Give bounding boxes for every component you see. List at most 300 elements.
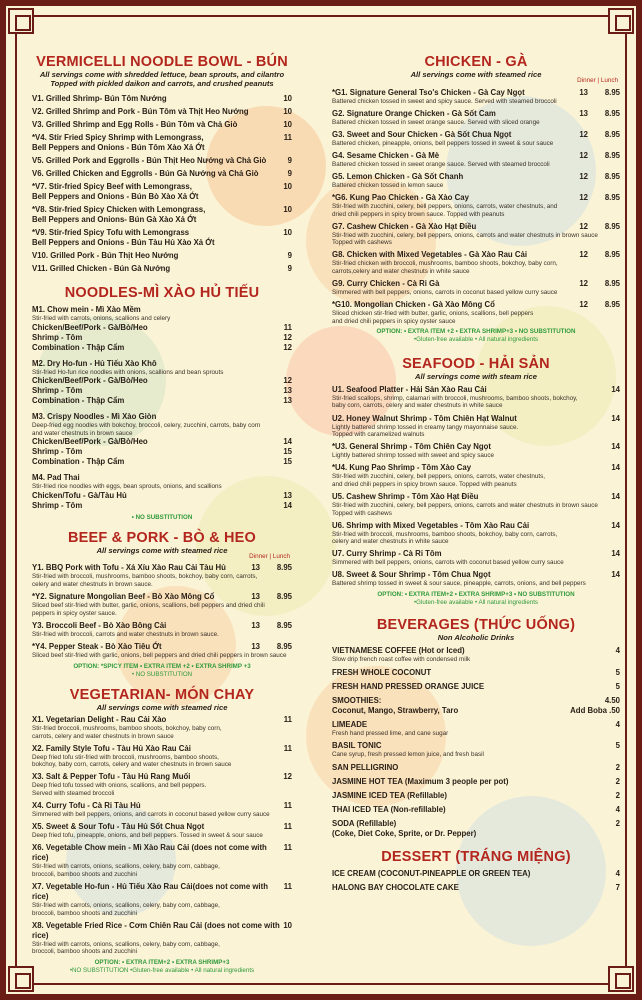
menu-item-name: V11. Grilled Chicken - Bún Gà Nướng <box>32 264 171 273</box>
menu-item-name: V6. Grilled Chicken and Eggrolls - Bún Gà Nướng và Chả Giò <box>32 169 259 178</box>
chicken-options: OPTION: • EXTRA ITEM +2 • EXTRA SHRIMP+3 • NO SUBSTITUTION <box>376 328 576 336</box>
menu-item-name: V1. Grilled Shrimp- Bún Tôm Nướng <box>32 94 167 103</box>
price-dinner: 11 <box>283 743 292 753</box>
beverage-item <box>332 829 620 839</box>
price-dinner: 12 <box>283 772 292 782</box>
menu-item-name: U7. Curry Shrimp - Cà Ri Tôm <box>332 549 442 559</box>
menu-item-price <box>616 805 620 815</box>
menu-item-name: Shrimp - Tôm <box>32 500 83 510</box>
price-dinner: 14 <box>283 500 292 510</box>
price-lunch: 8.95 <box>604 108 620 118</box>
menu-item <box>332 279 620 297</box>
menu-item-row <box>332 668 620 678</box>
menu-item-row <box>32 251 292 261</box>
price-dinner: 14 <box>611 491 620 501</box>
menu-item-description: Deep fried tofu stir-fried with broccoli, mushrooms, bamboo shoots, bokchoy, baby corn, carrots, celery and water chestnuts in brown sauce <box>32 753 232 769</box>
price-dinner: 13 <box>579 108 588 118</box>
price-dinner: 9 <box>287 264 292 273</box>
price-dinner: 4 <box>615 719 620 729</box>
menu-item-description: Sliced beef stir-fried with butter, garlic, onions, scallions, bell peppers and dried chili peppers in spicy oyster sauce. <box>32 602 265 617</box>
menu-item-name: X4. Curry Tofu - Cà Ri Tàu Hủ <box>32 801 141 811</box>
menu-item <box>32 744 292 769</box>
menu-item-row <box>32 457 292 467</box>
menu-item-description: Stir-fried with zucchini, celery, bell peppers, onions, carrots and water chestnuts in brown sauce Topped with cashews <box>332 501 598 517</box>
menu-item-price <box>566 88 620 98</box>
menu-item-price <box>288 251 292 261</box>
menu-item-name: THAI ICED TEA (Non-refillable) <box>332 804 446 814</box>
menu-item-description: Stir-fried rice noodles with eggs, bean sprouts, onions, and scallions <box>32 483 222 491</box>
menu-item <box>32 843 292 878</box>
seafood-options: OPTION: • EXTRA ITEM+2 • EXTRA SHRIMP+3 • NO SUBSTITUTION <box>377 591 575 599</box>
menu-item <box>332 222 620 247</box>
section-title-vermicelli: VERMICELLI NOODLE BOWL - BÚN <box>36 54 288 70</box>
section-subtitle: Topped with pickled daikon and carrots, and crushed peanuts <box>50 79 274 88</box>
menu-item-name: SMOOTHIES: <box>332 695 382 705</box>
price-dinner: 12 <box>579 250 588 260</box>
menu-item-row <box>332 883 620 893</box>
menu-item-name: (Coke, Diet Coke, Sprite, or Dr. Pepper) <box>332 828 477 838</box>
menu-item-name: G5. Lemon Chicken - Gà Sốt Chanh <box>332 171 464 181</box>
menu-item-name: V2. Grilled Shrimp and Pork - Bún Tôm và Thịt Heo Nướng <box>32 107 249 116</box>
price-dinner: 5 <box>615 681 620 691</box>
dinner-lunch-header: Dinner | Lunch <box>249 552 290 560</box>
menu-item-name: *U4. Kung Pao Shrimp - Tôm Xào Cay <box>332 463 472 473</box>
beverage-item <box>332 805 620 815</box>
menu-item-row <box>332 463 620 473</box>
menu-item-name: U1. Seafood Platter - Hải Sản Xào Rau Cải <box>332 384 487 394</box>
price-dinner: 13 <box>251 641 260 651</box>
menu-item <box>332 442 620 460</box>
menu-item-row <box>332 570 620 580</box>
menu-item-name: X7. Vegetable Ho-fun - Hủ Tiếu Xào Rau Cải(does not come with rice) <box>32 881 268 901</box>
price-dinner: 13 <box>251 563 260 573</box>
beverage-item <box>332 646 620 664</box>
menu-item-price <box>570 706 620 716</box>
menu-item-price <box>616 720 620 730</box>
menu-item-row <box>32 343 292 353</box>
menu-item-price <box>284 744 292 754</box>
menu-item-row <box>32 491 292 501</box>
menu-item-price <box>288 169 292 179</box>
menu-item-name: FRESH WHOLE COCONUT <box>332 667 432 677</box>
menu-item-price <box>611 570 620 580</box>
chicken-list <box>332 88 620 326</box>
menu-item-name: Shrimp - Tôm <box>32 386 83 396</box>
menu-item-row <box>32 133 292 153</box>
menu-item <box>32 801 292 819</box>
price-dinner: 14 <box>283 437 292 447</box>
beverage-item <box>332 791 620 801</box>
price-dinner: 5 <box>615 667 620 677</box>
menu-item-name: *Y4. Pepper Steak - Bò Xào Tiêu Ớt <box>32 641 162 651</box>
menu-item-row <box>32 205 292 225</box>
section-title-dessert: DESSERT (TRÁNG MIỆNG) <box>381 848 571 865</box>
menu-item-description: Battered chicken, pineapple, onions, bell peppers tossed in sweet & sour sauce <box>332 139 554 147</box>
menu-item-row <box>332 777 620 787</box>
noodle-group <box>32 473 292 511</box>
price-dinner: 14 <box>611 463 620 473</box>
menu-item-name: *V7. Stir-fried Spicy Beef with Lemongrass, Bell Peppers and Onions - Bún Bò Xào Xả Ớt <box>32 182 199 201</box>
menu-item-name: Chicken/Beef/Pork - Gà/Bò/Heo <box>32 376 148 386</box>
price-lunch: 8.95 <box>276 641 292 651</box>
menu-item-name: X3. Salt & Pepper Tofu - Tàu Hủ Rang Muối <box>32 772 191 782</box>
vegetarian-list <box>32 715 292 956</box>
menu-item <box>332 172 620 190</box>
section-title-seafood: SEAFOOD - HẢI SẢN <box>402 356 550 373</box>
menu-item-description: Stir-fried with carrots, onions, scallions, celery, baby corn, cabbage, broccoli, bamboo shoots and zucchini <box>32 863 220 878</box>
menu-item-name: *V8. Stir-fried Spicy Chicken with Lemongrass, Bell Peppers and Onions- Bún Gà Xào Xả Ớt <box>32 205 206 224</box>
menu-item-price <box>238 592 292 602</box>
beverage-item <box>332 819 620 829</box>
menu-item-price <box>284 882 292 902</box>
menu-item-price <box>566 130 620 140</box>
vegetarian-options-2: •NO SUBSTITUTION •Gluten-free available • All natural ingredients <box>69 966 255 974</box>
menu-item-name: G8. Chicken with Mixed Vegetables - Gà Xào Rau Cải <box>332 250 527 260</box>
price-dinner: 11 <box>283 133 292 142</box>
menu-item-description: Stir-fried with zucchini, celery, bell peppers, onions, carrots and water chestnuts in brown sauce Topped with cashews <box>332 231 598 247</box>
price-dinner: 2 <box>615 818 620 828</box>
menu-item-row <box>332 741 620 751</box>
menu-item <box>332 151 620 169</box>
price-dinner: 5 <box>615 741 620 751</box>
section-subtitle: All servings come with steamed rice <box>96 545 228 555</box>
menu-item-row <box>32 772 292 782</box>
menu-item-row <box>332 829 620 839</box>
beef-options-2: • NO SUBSTITUTION <box>131 670 193 678</box>
price-dinner: 4 <box>615 646 620 656</box>
section-subtitle: All servings come with steamed rice <box>410 70 542 79</box>
menu-item-description: Stir-fried chicken with broccoli, mushrooms, bamboo shoots, bokchoy, baby corn, carrots,celery and water chestnuts in white sauce <box>332 260 558 275</box>
menu-item-price <box>611 414 620 424</box>
menu-item-price <box>616 741 620 751</box>
menu-item-row <box>332 819 620 829</box>
menu-item-description: Stir-fried broccoli, mushrooms, bamboo shoots, bokchoy, baby corn, carrots, celery and water chestnuts in brown sauce <box>32 725 222 740</box>
menu-item-row <box>332 151 620 161</box>
menu-item-price <box>238 642 292 652</box>
menu-item-name: Y1. BBQ Pork with Tofu - Xá Xíu Xào Rau Cải Tàu Hủ <box>32 563 226 573</box>
menu-item-name: BASIL TONIC <box>332 741 382 751</box>
section-subtitle: All servings come with shredded lettuce, bean sprouts, and cilantro <box>39 70 285 79</box>
menu-item-row <box>32 396 292 406</box>
menu-item-price <box>616 682 620 692</box>
menu-item <box>332 130 620 148</box>
menu-item-name: SODA (Refillable) <box>332 818 397 828</box>
menu-item <box>332 250 620 275</box>
price-dinner: 12 <box>579 171 588 181</box>
menu-item-name: Combination - Thập Cẩm <box>32 396 125 406</box>
menu-item-price <box>283 921 292 941</box>
noodle-group <box>32 305 292 353</box>
menu-item-description: Stir-fried with carrots, onions, scallions, celery, baby corn, cabbage, broccoli, bamboo shoots and zucchini <box>32 901 220 917</box>
menu-item-price <box>611 521 620 531</box>
menu-item <box>32 822 292 840</box>
noodle-group-title: M3. Crispy Noodles - Mì Xào Giòn <box>32 412 157 422</box>
menu-item-price <box>238 563 292 573</box>
menu-item-row <box>332 646 620 656</box>
menu-item-row <box>332 414 620 424</box>
price-dinner: 15 <box>283 447 292 457</box>
menu-item-row <box>32 333 292 343</box>
menu-item-description: Stir-fried scallops, shrimp, calamari with broccoli, mushrooms, bamboo shoots, bokchoy, baby corn, carrots, celery and water chestnuts in white sauce <box>332 394 578 410</box>
right-column <box>332 50 620 893</box>
menu-item-row <box>332 805 620 815</box>
price-dinner: 14 <box>611 520 620 530</box>
menu-item-name: Shrimp - Tôm <box>32 332 83 342</box>
menu-item-price <box>616 819 620 829</box>
noodle-group <box>32 359 292 407</box>
menu-item-name: Coconut, Mango, Strawberry, Taro <box>332 705 459 715</box>
menu-item-name: Chicken/Beef/Pork - Gà/Bò/Heo <box>32 437 148 447</box>
menu-item-description: Stir-fried with zucchini, celery, bell peppers, onions, carrots, water chestnuts, and dried chili peppers in spicy brown sauce. Topped with peanuts <box>332 202 558 218</box>
menu-item-price <box>611 492 620 502</box>
section-title-chicken: CHICKEN - GÀ <box>424 54 528 70</box>
menu-item-price <box>566 109 620 119</box>
menu-item-row <box>32 94 292 104</box>
menu-item-price <box>611 385 620 395</box>
menu-item-name: JASMINE HOT TEA (Maximum 3 people per pot) <box>332 776 509 786</box>
price-dinner: 11 <box>283 822 292 832</box>
price-lunch: 8.95 <box>604 129 620 139</box>
beverages-list <box>332 646 620 839</box>
menu-item-row <box>332 763 620 773</box>
price-lunch: 8.95 <box>276 592 292 602</box>
menu-item-row <box>32 323 292 333</box>
seafood-options-2: •Gluten-free available • All natural ingredients <box>413 599 539 607</box>
menu-item-row <box>32 376 292 386</box>
price-dinner: 10 <box>283 920 292 930</box>
price-dinner: 13 <box>579 87 588 97</box>
menu-item-price <box>283 501 292 511</box>
price-dinner: 4 <box>615 804 620 814</box>
price-dinner: 12 <box>579 129 588 139</box>
price-dinner: 7 <box>615 882 620 892</box>
menu-item-description: Stir-fried with broccoli, mushrooms, bamboo shoots, bokchoy, baby corn, carrots, celery and water chestnuts in white sauce <box>332 530 558 546</box>
beverage-item <box>332 696 620 706</box>
menu-item-name: G3. Sweet and Sour Chicken - Gà Sốt Chua Ngọt <box>332 129 512 139</box>
price-dinner: 14 <box>611 570 620 580</box>
beverage-item <box>332 706 620 716</box>
beverage-item <box>332 741 620 759</box>
menu-item-name: G4. Sesame Chicken - Gà Mè <box>332 150 440 160</box>
menu-item-name: Shrimp - Tôm <box>32 447 83 457</box>
price-dinner: 12 <box>283 342 292 352</box>
menu-item-price <box>284 801 292 811</box>
menu-item-price <box>283 447 292 457</box>
menu-item-row <box>32 715 292 725</box>
menu-item-name: X6. Vegetable Chow mein - Mì Xào Rau Cải (does not come with rice) <box>32 843 267 863</box>
menu-item-row <box>32 921 292 941</box>
menu-item-row <box>332 492 620 502</box>
menu-item-row <box>332 521 620 531</box>
menu-item-row <box>332 720 620 730</box>
menu-item-row <box>332 442 620 452</box>
price-dinner: 10 <box>283 228 292 237</box>
menu-item-price <box>283 386 292 396</box>
menu-item-name: FRESH HAND PRESSED ORANGE JUICE <box>332 681 485 691</box>
menu-item-price <box>284 822 292 832</box>
menu-item-name: X5. Sweet & Sour Tofu - Tàu Hủ Sốt Chua Ngọt <box>32 822 205 832</box>
menu-item-price <box>566 151 620 161</box>
menu-item-row <box>332 869 620 879</box>
menu-item-row <box>32 264 292 274</box>
menu-item-row <box>332 791 620 801</box>
menu-item-description: Stir-fried Ho-fun rice noodles with onions, scallions and bean sprouts <box>32 368 224 376</box>
menu-item-description: Cane syrup, fresh pressed lemon juice, and fresh basil <box>332 751 484 759</box>
menu-item-price <box>284 843 292 863</box>
menu-item-row <box>332 682 620 692</box>
menu-item <box>32 621 292 639</box>
price-dinner: 13 <box>283 396 292 406</box>
price-dinner: 12 <box>579 150 588 160</box>
menu-item-name: U8. Sweet & Sour Shrimp - Tôm Chua Ngọt <box>332 570 491 580</box>
menu-item-name: G9. Curry Chicken - Cà Ri Gà <box>332 279 440 289</box>
beverage-item <box>332 682 620 692</box>
menu-item-price <box>566 300 620 310</box>
price-dinner: 13 <box>283 490 292 500</box>
noodle-group-title: M1. Chow mein - Mì Xào Mềm <box>32 305 141 314</box>
dessert-list <box>332 869 620 893</box>
menu-item-price <box>283 228 292 248</box>
menu-item-row <box>32 744 292 754</box>
menu-item <box>32 882 292 917</box>
price-lunch: 8.95 <box>604 87 620 97</box>
menu-item <box>332 88 620 106</box>
price-dinner: 9 <box>287 156 292 165</box>
menu-item-description: Battered chicken tossed in sweet orange sauce. Served with sliced orange <box>332 118 540 126</box>
section-title-noodles: NOODLES-MÌ XÀO HỦ TIẾU <box>64 285 260 301</box>
menu-item-row <box>32 447 292 457</box>
noodles-note: • NO SUBSTITUTION <box>131 513 193 521</box>
menu-item-row <box>332 696 620 706</box>
menu-item <box>32 772 292 797</box>
menu-item-description: Sliced chicken stir-fried with butter, garlic, onions, scallions, bell peppers and dried chili peppers in spicy oyster sauce <box>332 310 534 325</box>
menu-item-price <box>283 457 292 467</box>
left-column <box>32 50 292 975</box>
price-lunch: 8.95 <box>276 563 292 573</box>
menu-item <box>32 715 292 740</box>
menu-item-description: Deep fried tofu, pineapple, onions, and bell peppers. Tossed in sweet & sour sauce <box>32 832 263 840</box>
menu-item-name: U6. Shrimp with Mixed Vegetables - Tôm Xào Rau Cải <box>332 520 530 530</box>
menu-item-price <box>238 621 292 631</box>
menu-item-row <box>32 182 292 202</box>
noodles-list <box>32 305 292 511</box>
menu-item-row <box>32 563 292 573</box>
menu-item <box>32 592 292 617</box>
section-subtitle: All servings come with steam rice <box>415 372 537 382</box>
menu-item-name: SAN PELLIGRINO <box>332 762 399 772</box>
menu-item-row <box>32 169 292 179</box>
price-dinner: 11 <box>283 843 292 853</box>
menu-item-name: V10. Grilled Pork - Bún Thịt Heo Nướng <box>32 251 179 260</box>
menu-item-price <box>616 763 620 773</box>
menu-item-description: Stir-fried with broccoli, mushrooms, bamboo shoots, bokchoy, baby corn, carrots, celery and water chestnuts in brown sauce. <box>32 573 258 589</box>
menu-item-description: Simmered with bell peppers, onions, carrots in coconut based yellow curry sauce <box>332 289 558 297</box>
beverage-item <box>332 720 620 738</box>
menu-item <box>332 463 620 488</box>
menu-item-description: Simmered with bell peppers, onions, carrots with coconut based yellow curry sauce <box>332 559 564 567</box>
price-dinner: 11 <box>283 322 292 332</box>
menu-item <box>332 414 620 439</box>
menu-item-row <box>32 107 292 117</box>
menu-item-price <box>566 172 620 182</box>
menu-item-row <box>32 386 292 396</box>
price-dinner: 2 <box>615 776 620 786</box>
menu-item-name: *G1. Signature General Tso's Chicken - Gà Cay Ngọt <box>332 87 525 97</box>
menu-item-price <box>566 250 620 260</box>
menu-item-name: Y3. Broccoli Beef - Bò Xào Bông Cải <box>32 620 167 630</box>
price-dinner: 11 <box>283 801 292 811</box>
menu-item-price <box>288 264 292 274</box>
menu-item-description: Battered chicken tossed in sweet orange sauce. Served with steamed broccoli <box>332 160 550 168</box>
menu-item-price <box>611 549 620 559</box>
price-dinner: 14 <box>611 384 620 394</box>
menu-item <box>32 642 292 660</box>
price-dinner: 13 <box>251 592 260 602</box>
menu-item-row <box>332 222 620 232</box>
menu-item-price <box>616 883 620 893</box>
beverage-item <box>332 763 620 773</box>
price-lunch: 8.95 <box>604 279 620 289</box>
menu-item-price <box>616 869 620 879</box>
menu-item-name: G2. Signature Orange Chicken - Gà Sốt Cam <box>332 108 496 118</box>
menu-item-row <box>332 549 620 559</box>
menu-item-row <box>332 193 620 203</box>
section-subtitle: All servings come with steamed rice <box>96 702 228 712</box>
menu-item-row <box>332 279 620 289</box>
menu-item-name: *U3. General Shrimp - Tôm Chiên Cay Ngọt <box>332 442 491 452</box>
menu-item-name: V3. Grilled Shrimp and Egg Rolls - Bún Tôm và Chả Giò <box>32 120 238 129</box>
menu-item-row <box>332 706 620 716</box>
menu-item-row <box>332 385 620 395</box>
menu-item-price <box>616 791 620 801</box>
menu-item-row <box>32 501 292 511</box>
menu-item-row <box>32 156 292 166</box>
noodle-group-title: M2. Dry Ho-fun - Hủ Tiếu Xào Khô <box>32 358 157 368</box>
menu-item-description: Battered chicken tossed in sweet and spicy sauce. Served with steamed broccoli <box>332 97 557 105</box>
menu-item-description: Fresh hand pressed lime, and cane sugar <box>332 729 449 737</box>
menu-item-name: VIETNAMESE COFFEE (Hot or Iced) <box>332 646 465 656</box>
menu-item-name: ICE CREAM (COCONUT-PINEAPPLE OR GREEN TEA) <box>332 868 531 878</box>
section-title-beverages: BEVERAGES (THỨC UỐNG) <box>376 617 576 634</box>
menu-item-description: Lightly battered shrimp tossed with sweet and spicy sauce <box>332 452 495 460</box>
price-dinner: 13 <box>251 620 260 630</box>
menu-item-price <box>566 193 620 203</box>
price-dinner: 10 <box>283 120 292 129</box>
price-lunch: 8.95 <box>276 620 292 630</box>
menu-item-price <box>283 107 292 117</box>
noodle-group <box>32 412 292 467</box>
price-dinner: 12 <box>579 279 588 289</box>
beef-options: OPTION: *SPICY ITEM • EXTRA ITEM +2 • EXTRA SHRIMP +3 <box>73 662 251 670</box>
menu-item-name: HALONG BAY CHOCOLATE CAKE <box>332 882 459 892</box>
menu-item-price <box>283 491 292 501</box>
price-dinner: 14 <box>611 413 620 423</box>
menu-item-name: *V9. Stir-fried Spicy Tofu with Lemongrass Bell Peppers and Onions - Bún Tàu Hủ Xào Xả Ớt <box>32 228 215 247</box>
menu-item-name: U2. Honey Walnut Shrimp - Tôm Chiên Hạt Walnut <box>332 413 517 423</box>
menu-item-price <box>616 777 620 787</box>
price-dinner: 12 <box>283 376 292 386</box>
menu-item-price <box>283 333 292 343</box>
price-dinner: 10 <box>283 107 292 116</box>
menu-item <box>332 385 620 410</box>
menu-item-description: Stir-fried with broccoli, carrots and water chestnuts in brown sauce. <box>32 630 219 638</box>
menu-item-description: Stir-fried with carrots, onions, scallions and celery <box>32 315 171 322</box>
vermicelli-list <box>32 94 292 274</box>
menu-item-name: X1. Vegetarian Delight - Rau Cải Xào <box>32 715 167 725</box>
menu-item <box>332 570 620 588</box>
price-dinner: 12 <box>579 192 588 202</box>
menu-item-price <box>284 133 292 153</box>
